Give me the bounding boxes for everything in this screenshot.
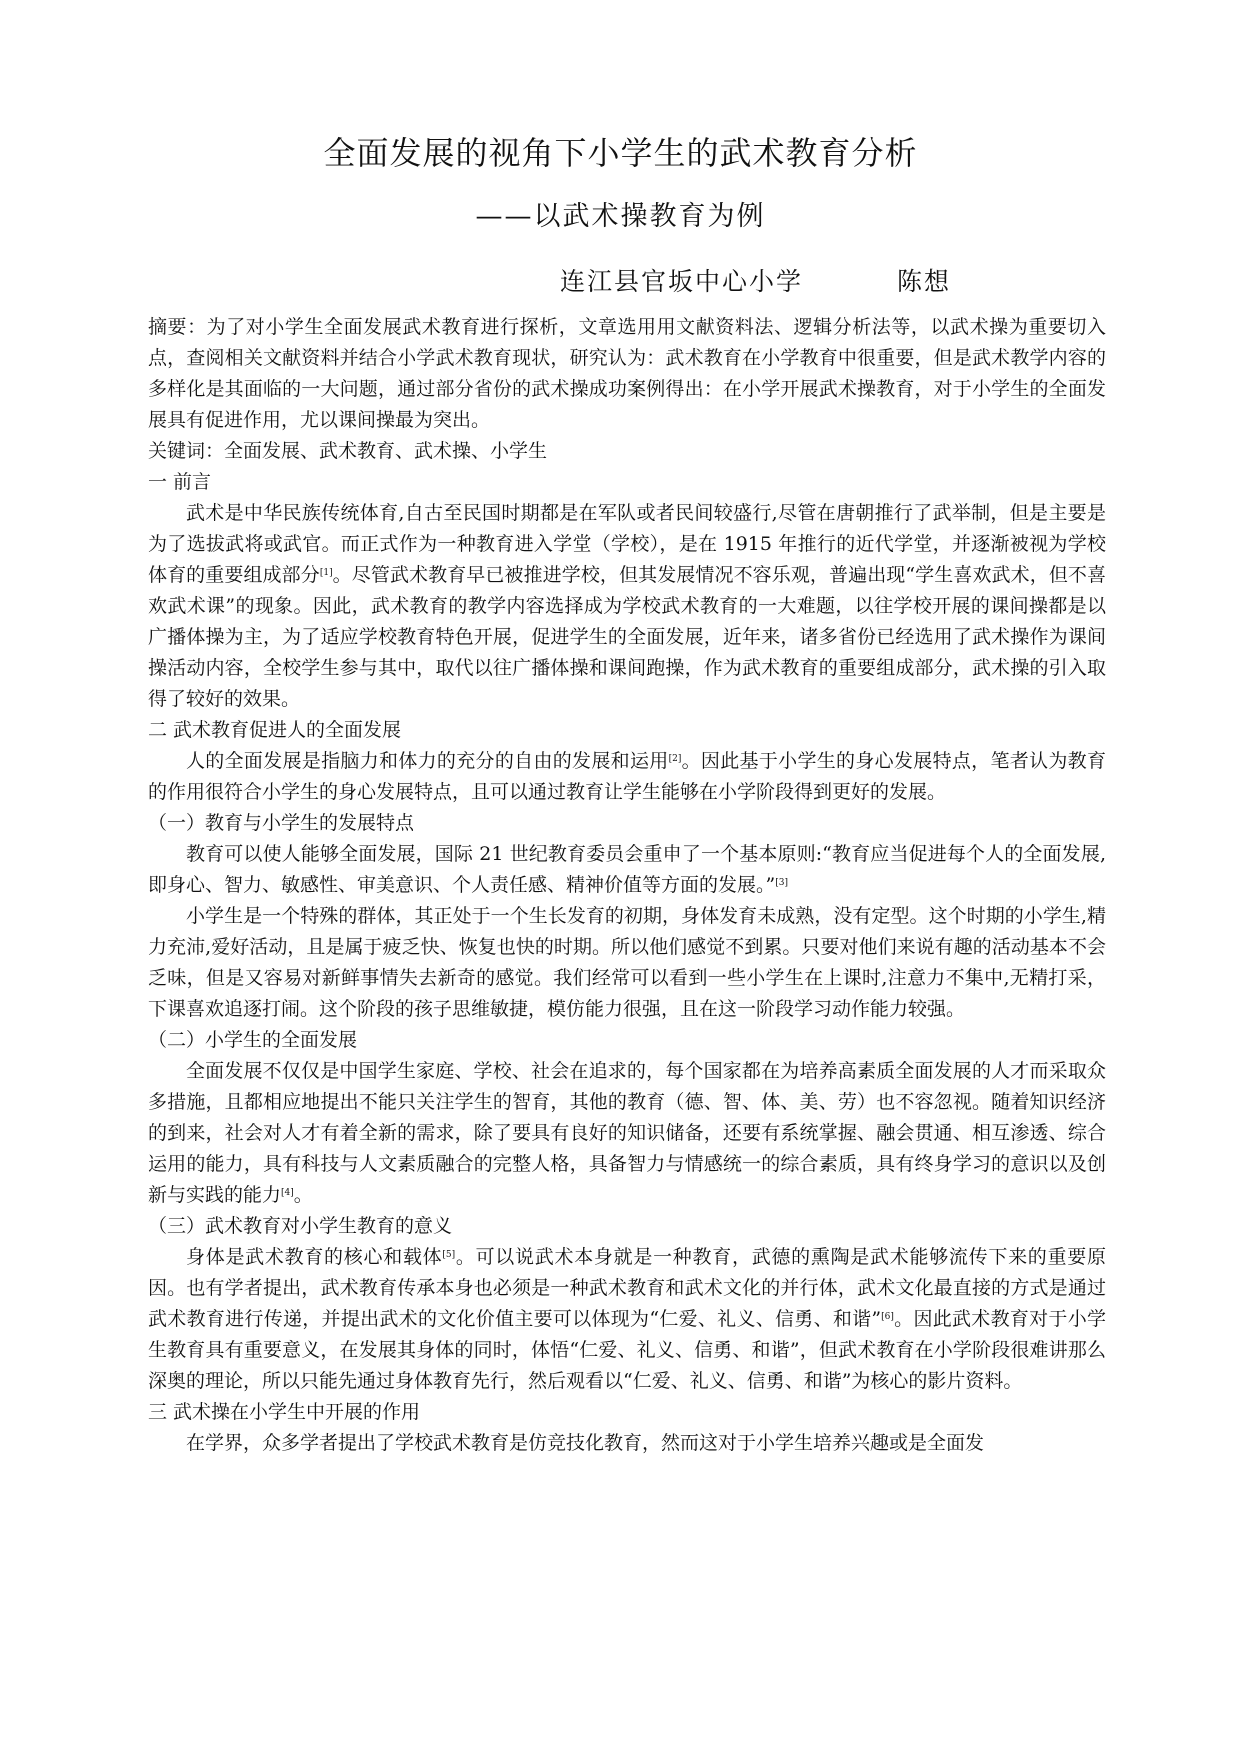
subsection-heading: （二）小学生的全面发展 [148, 1029, 358, 1051]
paper-body [148, 312, 1106, 1459]
citation-ref: [5] [442, 1250, 456, 1260]
paragraph: 人的全面发展是指脑力和体力的充分的自由的发展和运用[2]。因此基于小学生的身心发展特点，笔者认为教育的作用很符合小学生的身心发展特点，且可以通过教育让学生能够在小学阶段得到更好的发展。 [148, 750, 1106, 803]
paragraph: 身体是武术教育的核心和载体[5]。可以说武术本身就是一种教育，武德的熏陶是武术能够流传下来的重要原因。也有学者提出，武术教育传承本身也必须是一种武术教育和武术文化的并行体，武术文化最直接的方式是通过武术教育进行传递，并提出武术的文化价值主要可以体现为“仁爱、礼义、信勇、和谐”[6]。因此武术教育对于小学生教育具有重要意义，在发展其身体的同时，体悟“仁爱、礼义、信勇、和谐”，但武术教育在小学阶段很难讲那么深奥的理论，所以只能先通过身体教育先行，然后观看以“仁爱、礼义、信勇、和谐”为核心的影片资料。 [148, 1246, 1106, 1392]
section-heading: 二 武术教育促进人的全面发展 [148, 719, 402, 741]
citation-ref: [2] [668, 754, 682, 764]
keywords: 关键词：全面发展、武术教育、武术操、小学生 [148, 440, 548, 462]
section-heading: 一 前言 [148, 471, 212, 493]
citation-ref: [1] [319, 568, 333, 578]
paragraph: 武术是中华民族传统体育,自古至民国时期都是在军队或者民间较盛行,尽管在唐朝推行了武举制，但是主要是为了选拔武将或武官。而正式作为一种教育进入学堂（学校），是在 1915 年推行的近代学堂，并逐渐被视为学校体育的重要组成部分[1]。尽管武术教育早已被推进学校，但其发展情况不容乐观，普遍出现“学生喜欢武术，但不喜欢武术课”的现象。因此，武术教育的教学内容选择成为学校武术教育的一大难题，以往学校开展的课间操都是以广播体操为主，为了适应学校教育特色开展，促进学生的全面发展，近年来，诸多省份已经选用了武术操作为课间操活动内容，全校学生参与其中，取代以往广播体操和课间跑操，作为武术教育的重要组成部分，武术操的引入取得了较好的效果。 [148, 502, 1106, 710]
citation-ref: [4] [281, 1188, 294, 1198]
paragraph: 教育可以使人能够全面发展，国际 21 世纪教育委员会重申了一个基本原则:“教育应当促进每个人的全面发展,即身心、智力、敏感性、审美意识、个人责任感、精神价值等方面的发展。”[3] [148, 843, 1106, 896]
abstract: 摘要：为了对小学生全面发展武术教育进行探析，文章选用用文献资料法、逻辑分析法等，以武术操为重要切入点，查阅相关文献资料并结合小学武术教育现状，研究认为：武术教育在小学教育中很重要，但是武术教学内容的多样化是其面临的一大问题，通过部分省份的武术操成功案例得出：在小学开展武术操教育，对于小学生的全面发展具有促进作用，尤以课间操最为突出。 [148, 316, 1106, 431]
paper-subtitle: ——以武术操教育为例 [475, 201, 766, 232]
paper-title: 全面发展的视角下小学生的武术教育分析 [323, 134, 918, 172]
paragraph: 在学界，众多学者提出了学校武术教育是仿竞技化教育，然而这对于小学生培养兴趣或是全面发 [186, 1432, 985, 1454]
author-affiliation: 连江县官坂中心小学 [560, 267, 804, 296]
section-heading: 三 武术操在小学生中开展的作用 [148, 1401, 421, 1423]
citation-ref: [6] [881, 1312, 894, 1322]
paragraph: 全面发展不仅仅是中国学生家庭、学校、社会在追求的，每个国家都在为培养高素质全面发展的人才而采取众多措施，且都相应地提出不能只关注学生的智育，其他的教育（德、智、体、美、劳）也不容忽视。随着知识经济的到来，社会对人才有着全新的需求，除了要具有良好的知识储备，还要有系统掌握、融会贯通、相互渗透、综合运用的能力，具有科技与人文素质融合的完整人格，具备智力与情感统一的综合素质，具有终身学习的意识以及创新与实践的能力[4]。 [148, 1060, 1106, 1206]
subsection-heading: （三）武术教育对小学生教育的意义 [148, 1215, 453, 1237]
paragraph: 小学生是一个特殊的群体，其正处于一个生长发育的初期，身体发育未成熟，没有定型。这个时期的小学生,精力充沛,爱好活动，且是属于疲乏快、恢复也快的时期。所以他们感觉不到累。只要对他们来说有趣的活动基本不会乏味，但是又容易对新鲜事情失去新奇的感觉。我们经常可以看到一些小学生在上课时,注意力不集中,无精打采，下课喜欢追逐打闹。这个阶段的孩子思维敏捷，模仿能力很强，且在这一阶段学习动作能力较强。 [148, 905, 1106, 1020]
citation-ref: [3] [775, 878, 788, 888]
subsection-heading: （一）教育与小学生的发展特点 [148, 812, 415, 834]
author-name: 陈想 [897, 267, 952, 296]
